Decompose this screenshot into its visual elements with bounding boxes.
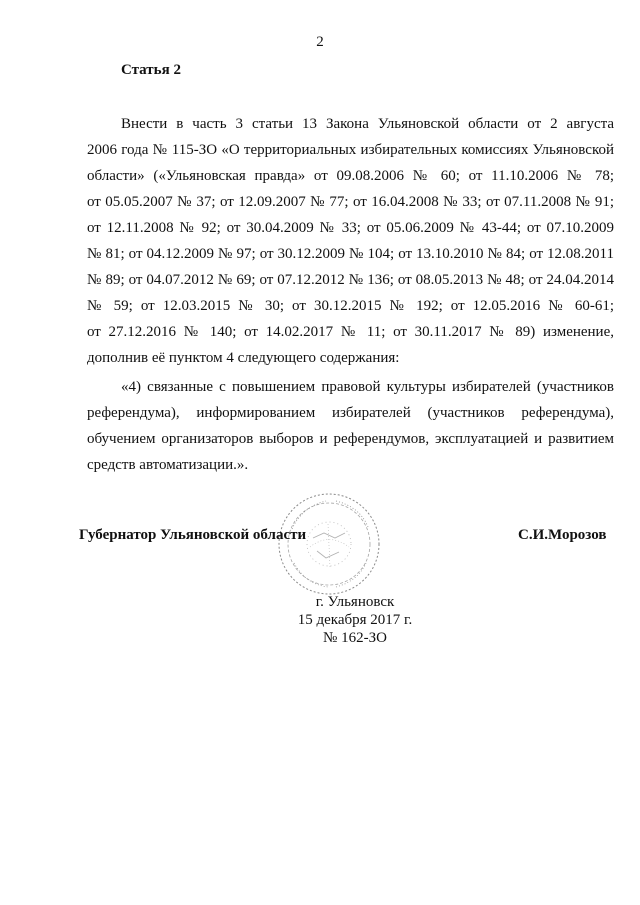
- footer-number: № 162-ЗО: [323, 630, 387, 646]
- article-text-line: № 89; от 04.07.2012 № 69; от 07.12.2012 № 136; от 08.05.2013 № 48; от 24.04.2014: [87, 272, 614, 288]
- footer-city: г. Ульяновск: [315, 594, 395, 610]
- page-number: 2: [316, 34, 324, 50]
- article-text-line: от 12.11.2008 № 92; от 30.04.2009 № 33; от 05.06.2009 № 43-44; от 07.10.2009: [87, 220, 614, 236]
- official-seal-icon: [274, 489, 384, 599]
- signature-name: С.И.Морозов: [518, 527, 607, 543]
- quote-text-line: «4) связанные с повышением правовой культуры избирателей (участников: [121, 379, 614, 395]
- quote-text-line: обучением организаторов выборов и референдумов, эксплуатацией и развитием: [87, 431, 614, 447]
- article-heading: Статья 2: [121, 62, 181, 78]
- article-text-line: № 59; от 12.03.2015 № 30; от 30.12.2015 № 192; от 12.05.2016 № 60-61;: [87, 298, 614, 314]
- article-text-line: области» («Ульяновская правда» от 09.08.2006 № 60; от 11.10.2006 № 78;: [87, 168, 614, 184]
- article-text-line: от 05.05.2007 № 37; от 12.09.2007 № 77; от 16.04.2008 № 33; от 07.11.2008 № 91;: [87, 194, 614, 210]
- quote-text-line: референдума), информированием избирателей (участников референдума),: [87, 405, 614, 421]
- quote-text-line: средств автоматизации.».: [87, 457, 249, 473]
- article-text-line: № 81; от 04.12.2009 № 97; от 30.12.2009 № 104; от 13.10.2010 № 84; от 12.08.2011: [87, 246, 614, 262]
- article-text-line: 2006 года № 115-ЗО «О территориальных избирательных комиссиях Ульяновской: [87, 142, 614, 158]
- footer-date: 15 декабря 2017 г.: [297, 612, 413, 628]
- article-text-line: дополнив её пунктом 4 следующего содержания:: [87, 350, 400, 366]
- article-text-line: Внести в часть 3 статьи 13 Закона Ульяновской области от 2 августа: [121, 116, 614, 132]
- article-text-line: от 27.12.2016 № 140; от 14.02.2017 № 11; от 30.11.2017 № 89) изменение,: [87, 324, 614, 340]
- signature-title: Губернатор Ульяновской области: [79, 527, 307, 543]
